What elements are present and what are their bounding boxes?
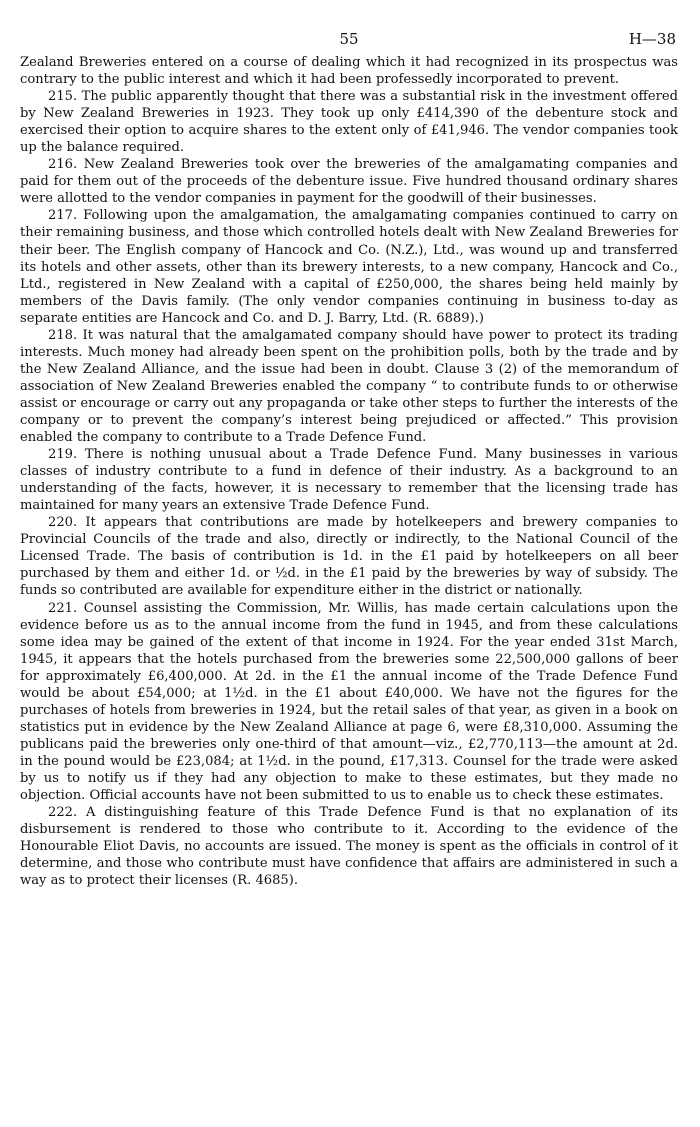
document-reference: H—38: [628, 30, 676, 48]
paragraph-217: 217. Following upon the amalgamation, the amalgamating companies continued to carry on their remaining business, and those which controlled hotels dealt with New Zealand Breweries for their beer. The English company of Hancock and Co. (N.Z.), Ltd., was wound up and transferred its hotels and other assets, other than its brewery interests, to a new company, Hancock and Co., Ltd., registered in New Zealand with a capital of £250,000, the shares being held mainly by members of the Davis family. (The only vendor companies continuing in business to-day as separate entities are Hancock and Co. and D. J. Barry, Ltd. (R. 6889).): [20, 208, 678, 326]
paragraph-continuation: Zealand Breweries entered on a course of dealing which it had recognized in its prospectus was contrary to the public interest and which it had been professedly incorporated to prevent.: [20, 55, 678, 88]
paragraph-220: 220. It appears that contributions are made by hotelkeepers and brewery companies to Provincial Councils of the trade and also, directly or indirectly, to the National Council of the Licensed Trade. The basis of contribution is 1d. in the £1 paid by hotelkeepers on all beer purchased by them and either 1d. or ½d. in the £1 paid by the breweries by way of subsidy. The funds so contributed are available for expenditure either in the district or nationally.: [20, 515, 678, 599]
paragraph-222: 222. A distinguishing feature of this Trade Defence Fund is that no explanation of its disbursement is rendered to those who contribute to it. According to the evidence of the Honourable Eliot Davis, no accounts are issued. The money is spent as the officials in control of it determine, and those who contribute must have confidence that affairs are administered in such a way as to protect their licenses (R. 4685).: [20, 805, 678, 889]
page-header: [20, 30, 678, 52]
paragraph-221: 221. Counsel assisting the Commission, Mr. Willis, has made certain calculations upon the evidence before us as to the annual income from the fund in 1945, and from these calculations some idea may be gained of the extent of that income in 1924. For the year ended 31st March, 1945, it appears that the hotels purchased from the breweries some 22,500,000 gallons of beer for approximately £6,400,000. At 2d. in the £1 the annual income of the Trade Defence Fund would be about £54,000; at 1½d. in the £1 about £40,000. We have not the figures for the purchases of hotels from breweries in 1924, but the retail sales of that year, as given in a book on statistics put in evidence by the New Zealand Alliance at page 6, were £8,310,000. Assuming the publicans paid the breweries only one-third of that amount—viz., £2,770,113—the amount at 2d. in the pound would be £23,084; at 1½d. in the pound, £17,313. Counsel for the trade were asked by us to notify us if they had any objection to make to these estimates, but they made no objection. Official accounts have not been submitted to us to enable us to check these estimates.: [20, 600, 678, 804]
paragraph-218: 218. It was natural that the amalgamated company should have power to protect its trading interests. Much money had already been spent on the prohibition polls, both by the trade and by the New Zealand Alliance, and the issue had been in doubt. Clause 3 (2) of the memorandum of association of New Zealand Breweries enabled the company “ to contribute funds to or otherwise assist or encourage or carry out any propaganda or take other steps to further the interests of the company or to prevent the company’s interest being prejudiced or affected.” This provision enabled the company to contribute to a Trade Defence Fund.: [20, 327, 678, 446]
document-page: [20, 30, 678, 889]
paragraph-216: 216. New Zealand Breweries took over the breweries of the amalgamating companies and paid for them out of the proceeds of the debenture issue. Five hundred thousand ordinary shares were allotted to the vendor companies in payment for the goodwill of their businesses.: [20, 157, 678, 207]
paragraph-219: 219. There is nothing unusual about a Trade Defence Fund. Many businesses in various classes of industry contribute to a fund in defence of their industry. As a background to an understanding of the facts, however, it is necessary to remember that the licensing trade has maintained for many years an extensive Trade Defence Fund.: [20, 447, 678, 514]
page-number: 55: [339, 30, 359, 48]
paragraph-215: 215. The public apparently thought that there was a substantial risk in the investment offered by New Zealand Breweries in 1923. They took up only £414,390 of the debenture stock and exercised their option to acquire shares to the extent only of £41,946. The vendor companies took up the balance required.: [20, 89, 678, 156]
body-text: [20, 54, 678, 889]
